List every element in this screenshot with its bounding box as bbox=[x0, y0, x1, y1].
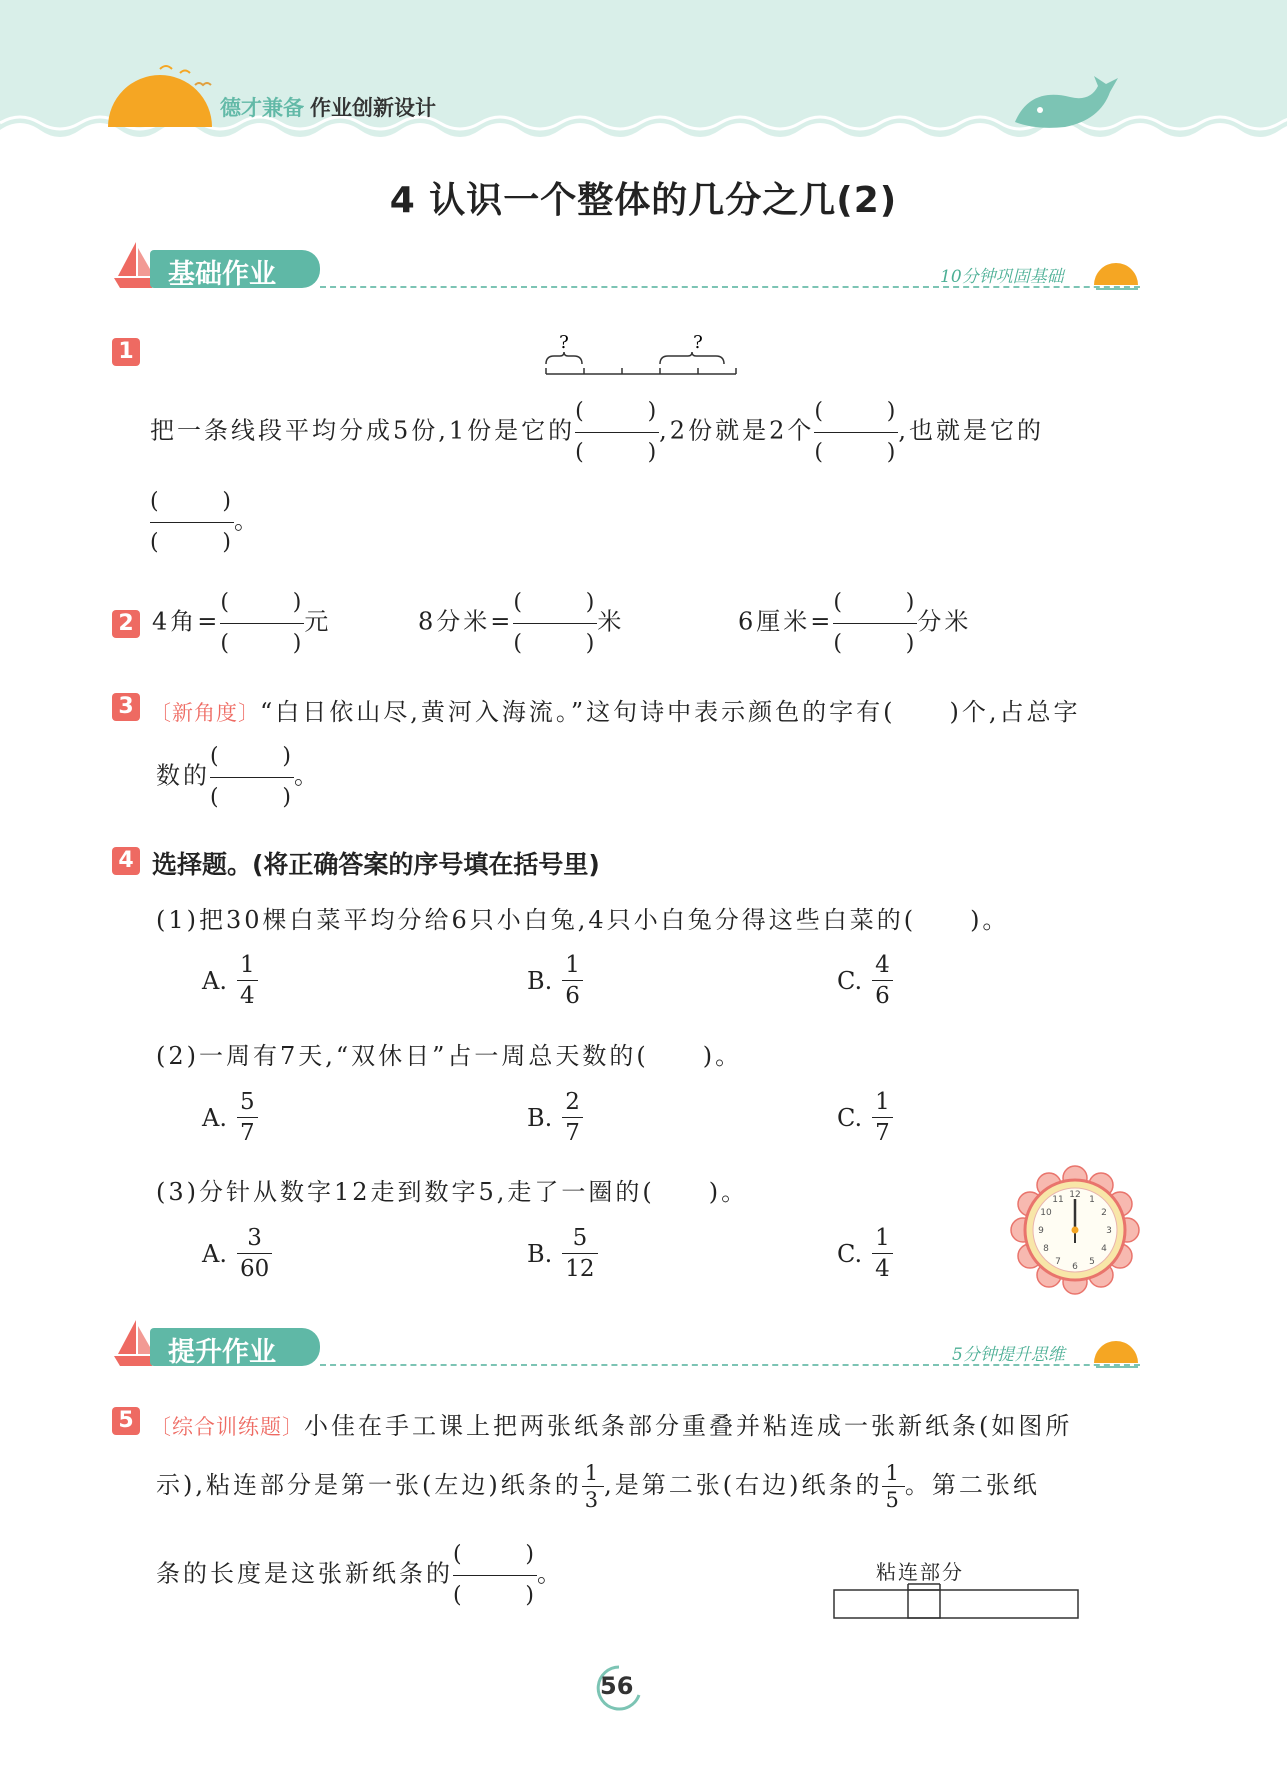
paper-strip-diagram bbox=[832, 1580, 1082, 1622]
sunset-icon bbox=[1092, 1333, 1142, 1373]
q4-sub3-text: (3)分针从数字12走到数字5,走了一圈的( )。 bbox=[156, 1178, 749, 1206]
question-number-3: 3 bbox=[112, 693, 140, 721]
q2-item-2-unit: 米 bbox=[597, 607, 625, 636]
q2-item-3-unit: 分米 bbox=[917, 607, 972, 636]
q4-sub1-option-c[interactable]: C. $\frac{4}{6}$ bbox=[837, 950, 893, 1011]
clock-number-11: 11 bbox=[1052, 1195, 1064, 1205]
q4-sub1-option-a[interactable]: A. $\frac{1}{4}$ bbox=[202, 950, 258, 1011]
clock-number-8: 8 bbox=[1043, 1244, 1049, 1254]
clock-number-1: 1 bbox=[1089, 1195, 1095, 1205]
q5-text-b1: 示),粘连部分是第一张(左边)纸条的 bbox=[156, 1471, 582, 1499]
q5-text-b3: 。第二张纸 bbox=[904, 1471, 1040, 1499]
q5-text-c: 条的长度是这张新纸条的 bbox=[156, 1559, 453, 1588]
clock-icon bbox=[1010, 1165, 1140, 1295]
answer-blank[interactable]: ( ) ( ) bbox=[150, 489, 234, 555]
q3-line1 bbox=[150, 692, 1081, 727]
clock-number-6: 6 bbox=[1072, 1262, 1078, 1272]
q4-sub2-option-b[interactable]: B. $\frac{2}{7}$ bbox=[527, 1087, 583, 1148]
section1-label: 基础作业 bbox=[168, 259, 276, 290]
q5-line3 bbox=[156, 1540, 564, 1610]
clock-number-5: 5 bbox=[1089, 1257, 1095, 1267]
brand-part2: 作业创新设计 bbox=[310, 96, 436, 120]
q4-sub2-option-a[interactable]: A. $\frac{5}{7}$ bbox=[202, 1087, 258, 1148]
q1-line2 bbox=[150, 487, 261, 557]
q2-item-1-unit: 元 bbox=[304, 607, 332, 636]
q4-sub3-option-c[interactable]: C. $\frac{1}{4}$ bbox=[837, 1223, 893, 1284]
q1-line1 bbox=[150, 397, 1044, 467]
q5-text-b2: ,是第二张(右边)纸条的 bbox=[604, 1471, 883, 1499]
clock-number-3: 3 bbox=[1106, 1226, 1112, 1236]
q3-end: 。 bbox=[294, 761, 321, 790]
answer-blank[interactable]: ( ) ( ) bbox=[513, 590, 598, 656]
q4-sub1-option-b[interactable]: B. $\frac{1}{6}$ bbox=[527, 950, 583, 1011]
q1-text-c: ,也就是它的 bbox=[898, 416, 1044, 445]
q2-item-3-left: 6厘米= bbox=[738, 607, 834, 636]
diagram-mark-2: ? bbox=[693, 332, 703, 353]
page-number: 56 bbox=[600, 1672, 634, 1700]
q5-diagram-label: 粘连部分 bbox=[876, 1560, 964, 1584]
q5-end: 。 bbox=[537, 1559, 564, 1588]
answer-blank[interactable]: ( ) ( ) bbox=[575, 399, 660, 465]
whale-icon bbox=[1010, 72, 1120, 134]
clock-number-7: 7 bbox=[1055, 1257, 1061, 1267]
answer-blank[interactable]: ( ) ( ) bbox=[220, 590, 305, 656]
q1-end: 。 bbox=[234, 506, 261, 535]
answer-blank[interactable]: ( ) ( ) bbox=[210, 744, 294, 810]
q5-text-a: 小佳在手工课上把两张纸条部分重叠并粘连成一张新纸条(如图所 bbox=[304, 1412, 1073, 1440]
sun-icon bbox=[100, 55, 220, 130]
clock-number-4: 4 bbox=[1101, 1244, 1107, 1254]
q2-item-2 bbox=[418, 588, 624, 658]
question-number-1: 1 bbox=[112, 338, 140, 366]
clock-number-12: 12 bbox=[1069, 1190, 1081, 1200]
sunset-icon bbox=[1092, 255, 1142, 295]
diagram-mark-1: ? bbox=[559, 332, 569, 353]
q5-tag: 〔综合训练题〕 bbox=[150, 1415, 304, 1439]
q4-heading: 选择题。(将正确答案的序号填在括号里) bbox=[152, 850, 600, 879]
section2-hint: 5分钟提升思维 bbox=[952, 1345, 1065, 1365]
section1-hint: 10分钟巩固基础 bbox=[940, 267, 1064, 287]
q3-line2 bbox=[156, 742, 321, 812]
section2-label: 提升作业 bbox=[168, 1337, 276, 1368]
q1-text-a: 把一条线段平均分成5份,1份是它的 bbox=[150, 416, 576, 445]
answer-blank[interactable]: ( ) ( ) bbox=[453, 1542, 537, 1608]
q5-line1 bbox=[150, 1406, 1072, 1441]
q4-sub1-text: (1)把30棵白菜平均分给6只小白兔,4只小白兔分得这些白菜的( )。 bbox=[156, 906, 1010, 934]
question-number-5: 5 bbox=[112, 1407, 140, 1435]
page-title: 4 认识一个整体的几分之几(2) bbox=[389, 180, 898, 221]
question-number-4: 4 bbox=[112, 847, 140, 875]
q5-line2 bbox=[156, 1460, 1040, 1513]
q3-tag: 〔新角度〕 bbox=[150, 701, 260, 725]
clock-number-2: 2 bbox=[1101, 1208, 1107, 1218]
q3-text-a: “白日依山尽,黄河入海流。”这句诗中表示颜色的字有( )个,占总字 bbox=[260, 698, 1081, 726]
q4-sub2-option-c[interactable]: C. $\frac{1}{7}$ bbox=[837, 1087, 893, 1148]
question-number-2: 2 bbox=[112, 610, 140, 638]
q1-text-b: ,2份就是2个 bbox=[659, 416, 815, 445]
brand-name bbox=[220, 92, 436, 122]
clock-number-10: 10 bbox=[1040, 1208, 1052, 1218]
q4-sub2-text: (2)一周有7天,“双休日”占一周总天数的( )。 bbox=[156, 1042, 743, 1070]
q2-item-3 bbox=[738, 588, 971, 658]
answer-blank[interactable]: ( ) ( ) bbox=[833, 590, 918, 656]
q4-sub3-option-a[interactable]: A. $\frac{3}{60}$ bbox=[202, 1223, 272, 1284]
q2-item-2-left: 8分米= bbox=[418, 607, 514, 636]
q5-fraction-2: $\frac{1}{5}$ bbox=[882, 1460, 904, 1513]
q5-fraction-1: $\frac{1}{3}$ bbox=[582, 1460, 604, 1513]
segment-diagram bbox=[540, 330, 740, 380]
clock-number-9: 9 bbox=[1038, 1226, 1044, 1236]
brand-part1: 德才兼备 bbox=[220, 96, 304, 120]
answer-blank[interactable]: ( ) ( ) bbox=[814, 399, 899, 465]
q4-sub3-option-b[interactable]: B. $\frac{5}{12}$ bbox=[527, 1223, 598, 1284]
q2-item-1 bbox=[152, 588, 331, 658]
q2-item-1-left: 4角= bbox=[152, 607, 221, 636]
q3-text-b: 数的 bbox=[156, 761, 210, 790]
